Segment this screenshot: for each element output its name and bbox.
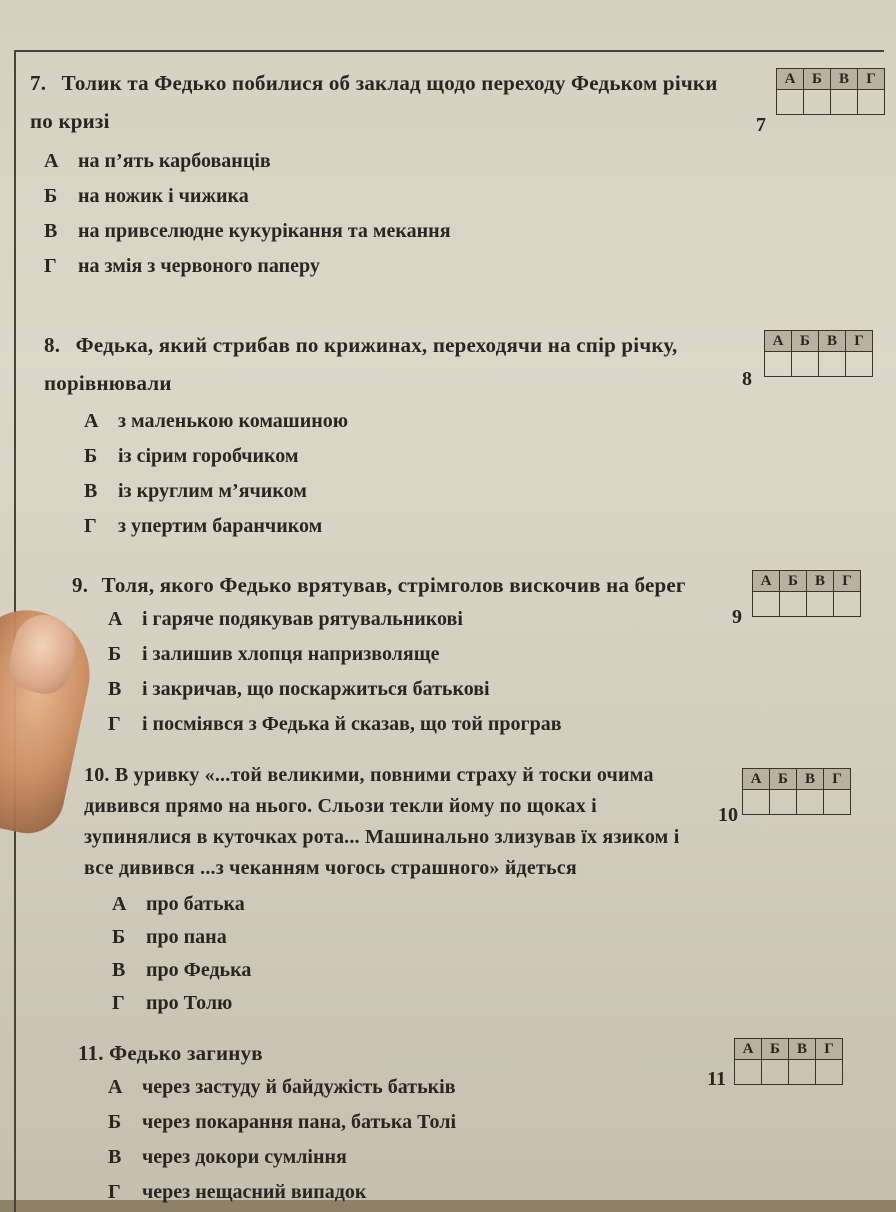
- answer-cell[interactable]: [753, 592, 780, 617]
- option-letter: В: [112, 959, 126, 981]
- option-a[interactable]: [108, 1070, 698, 1105]
- option-g[interactable]: [44, 249, 730, 284]
- option-letter: В: [108, 1146, 122, 1168]
- option-text: з упертим баранчиком: [118, 515, 323, 537]
- grid-header: А: [753, 571, 780, 592]
- grid-header: А: [765, 331, 792, 352]
- option-b[interactable]: [84, 439, 724, 474]
- grid-header: Б: [762, 1039, 789, 1060]
- answer-grid-label: 9: [732, 606, 742, 628]
- grid-header: В: [819, 331, 846, 352]
- option-text: і залишив хлопця напризволяще: [142, 643, 440, 665]
- option-letter: Г: [108, 713, 121, 735]
- option-letter: А: [44, 150, 59, 172]
- option-letter: Г: [112, 992, 125, 1014]
- option-v[interactable]: [112, 954, 704, 987]
- answer-grid-label: 11: [707, 1068, 726, 1090]
- grid-header: В: [797, 769, 824, 790]
- option-v[interactable]: [108, 672, 712, 707]
- option-b[interactable]: [108, 637, 712, 672]
- option-text: про пана: [146, 926, 227, 948]
- answer-cell[interactable]: [804, 90, 831, 115]
- option-letter: Г: [84, 515, 97, 537]
- answer-grid-9: [752, 570, 861, 617]
- grid-header: А: [735, 1039, 762, 1060]
- grid-header: Б: [780, 571, 807, 592]
- option-letter: А: [84, 410, 99, 432]
- grid-header: А: [777, 69, 804, 90]
- answer-cell[interactable]: [777, 90, 804, 115]
- option-letter: Б: [44, 185, 58, 207]
- option-a[interactable]: [112, 888, 704, 921]
- answer-cell[interactable]: [824, 790, 851, 815]
- answer-cell[interactable]: [807, 592, 834, 617]
- option-text: на привселюдне кукурікання та мекання: [78, 220, 451, 242]
- option-letter: А: [108, 608, 123, 630]
- grid-header: В: [789, 1039, 816, 1060]
- option-v[interactable]: [108, 1140, 698, 1175]
- answer-cell[interactable]: [797, 790, 824, 815]
- option-a[interactable]: [84, 404, 724, 439]
- question-number: 9.: [72, 573, 89, 597]
- answer-cell[interactable]: [765, 352, 792, 377]
- option-v[interactable]: [44, 214, 730, 249]
- answer-grid-11: [734, 1038, 843, 1085]
- answer-cell[interactable]: [743, 790, 770, 815]
- question-text: Толик та Федько побилися об заклад щодо переходу Федьком річки по кризі: [30, 71, 718, 133]
- answer-grid-8: [764, 330, 873, 377]
- grid-header: В: [831, 69, 858, 90]
- option-text: і гаряче подякував рятувальникові: [142, 608, 463, 630]
- question-11: [78, 1036, 698, 1210]
- answer-grid-10: [742, 768, 851, 815]
- answer-cell[interactable]: [831, 90, 858, 115]
- grid-header: Г: [858, 69, 885, 90]
- question-10: [84, 760, 704, 1020]
- option-g[interactable]: [108, 1175, 698, 1210]
- option-a[interactable]: [44, 144, 730, 179]
- option-g[interactable]: [84, 509, 724, 544]
- answer-grid-label: 10: [718, 804, 738, 826]
- answer-cell[interactable]: [770, 790, 797, 815]
- option-text: і посміявся з Федька й сказав, що той програв: [142, 713, 562, 735]
- option-b[interactable]: [112, 921, 704, 954]
- grid-header: Б: [770, 769, 797, 790]
- answer-cell[interactable]: [762, 1060, 789, 1085]
- option-text: про Федька: [146, 959, 252, 981]
- answer-cell[interactable]: [816, 1060, 843, 1085]
- answer-grid-label: 7: [756, 114, 766, 136]
- option-letter: Г: [44, 255, 57, 277]
- answer-cell[interactable]: [819, 352, 846, 377]
- option-text: із сірим горобчиком: [118, 445, 299, 467]
- question-8: [44, 326, 724, 544]
- grid-header: Г: [846, 331, 873, 352]
- grid-header: Б: [792, 331, 819, 352]
- question-number: 8.: [44, 333, 61, 357]
- option-text: на п’ять карбованців: [78, 150, 271, 172]
- answer-cell[interactable]: [780, 592, 807, 617]
- question-7: [30, 64, 730, 284]
- question-text: В уривку «...той великими, повними страху й тоски очима дивився прямо на нього. Сльози текли йому по щоках і зупинялися в куточках рота... Машинально злизував їх язиком і все дивився ...з чеканням чогось страшного» йдеться: [84, 764, 680, 879]
- option-text: з маленькою комашиною: [118, 410, 349, 432]
- option-text: через докори сумління: [142, 1146, 347, 1168]
- option-text: про батька: [146, 893, 245, 915]
- option-letter: А: [112, 893, 127, 915]
- option-letter: Б: [84, 445, 98, 467]
- option-text: про Толю: [146, 992, 233, 1014]
- question-text: Толя, якого Федько врятував, стрімголов вискочив на берег: [101, 573, 686, 597]
- option-text: і закричав, що поскаржиться батькові: [142, 678, 490, 700]
- question-9: [72, 566, 712, 742]
- option-text: через покарання пана, батька Толі: [142, 1111, 457, 1133]
- question-number: 11.: [78, 1041, 104, 1065]
- option-letter: Б: [108, 1111, 122, 1133]
- option-b[interactable]: [44, 179, 730, 214]
- option-text: на змія з червоного паперу: [78, 255, 320, 277]
- answer-cell[interactable]: [858, 90, 885, 115]
- question-text: Федько загинув: [109, 1041, 263, 1065]
- answer-cell[interactable]: [834, 592, 861, 617]
- option-letter: Г: [108, 1181, 121, 1203]
- answer-cell[interactable]: [735, 1060, 762, 1085]
- grid-header: Г: [824, 769, 851, 790]
- option-b[interactable]: [108, 1105, 698, 1140]
- option-a[interactable]: [108, 602, 712, 637]
- grid-header: В: [807, 571, 834, 592]
- grid-header: Г: [816, 1039, 843, 1060]
- option-v[interactable]: [84, 474, 724, 509]
- option-text: через застуду й байдужість батьків: [142, 1076, 456, 1098]
- question-number: 7.: [30, 71, 47, 95]
- grid-header: Б: [804, 69, 831, 90]
- option-letter: Б: [108, 643, 122, 665]
- option-g[interactable]: [108, 707, 712, 742]
- question-text: Федька, який стрибав по крижинах, переходячи на спір річку, порівнювали: [44, 333, 678, 395]
- answer-grid-label: 8: [742, 368, 752, 390]
- option-letter: Б: [112, 926, 126, 948]
- option-text: із круглим м’ячиком: [118, 480, 307, 502]
- answer-grid-7: [776, 68, 885, 115]
- answer-cell[interactable]: [846, 352, 873, 377]
- option-g[interactable]: [112, 987, 704, 1020]
- option-letter: В: [44, 220, 58, 242]
- option-letter: В: [108, 678, 122, 700]
- option-text: на ножик і чижика: [78, 185, 249, 207]
- option-text: через нещасний випадок: [142, 1181, 367, 1203]
- question-number: 10.: [84, 764, 110, 786]
- answer-cell[interactable]: [789, 1060, 816, 1085]
- grid-header: Г: [834, 571, 861, 592]
- answer-cell[interactable]: [792, 352, 819, 377]
- grid-header: А: [743, 769, 770, 790]
- option-letter: А: [108, 1076, 123, 1098]
- option-letter: В: [84, 480, 98, 502]
